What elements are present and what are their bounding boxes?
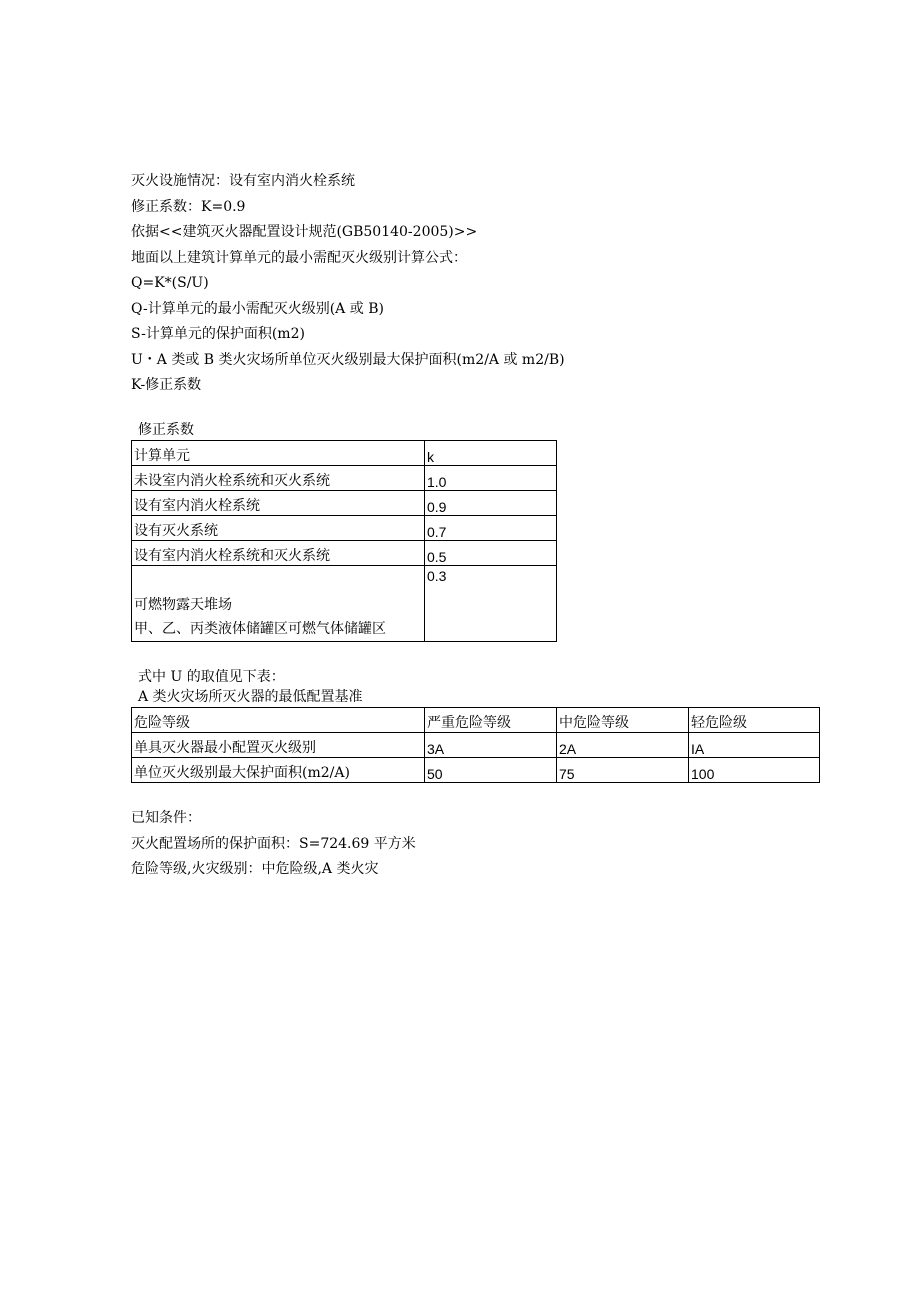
table-row <box>132 491 557 516</box>
table-cell: 0.5 <box>425 541 557 566</box>
table-cell: 单位灭火级别最大保护面积(m2/A) <box>132 758 425 783</box>
table-header-cell: 中危险等级 <box>557 708 689 733</box>
u-section <box>131 667 820 783</box>
table-cell: 75 <box>557 758 689 783</box>
intro-line: Q-计算单元的最小需配灭火级别(A 或 B) <box>131 300 384 317</box>
correction-table <box>131 440 557 642</box>
table-header-cell: k <box>425 441 557 466</box>
known-title: 已知条件： <box>131 810 201 826</box>
intro-section <box>131 169 565 399</box>
u-table <box>131 707 820 783</box>
table-row <box>132 541 557 566</box>
table-cell: 0.3 <box>425 566 557 642</box>
known-hazard: 危险等级,火灾级别：中危险级,A 类火灾 <box>131 861 379 877</box>
intro-line: Q=K*(S/U) <box>131 275 209 291</box>
table-cell: 1.0 <box>425 466 557 491</box>
table-cell-line: 甲、乙、丙类液体储罐区可燃气体储罐区 <box>134 621 386 637</box>
table-header-cell: 轻危险级 <box>689 708 820 733</box>
intro-line: K-修正系数 <box>131 377 202 393</box>
table-header-cell: 危险等级 <box>132 708 425 733</box>
intro-line: 灭火设施情况：设有室内消火栓系统 <box>131 173 355 189</box>
table-cell-line: 可燃物露天堆场 <box>134 597 232 613</box>
table-cell: 3A <box>425 733 557 758</box>
intro-line: 地面以上建筑计算单元的最小需配灭火级别计算公式： <box>131 249 467 266</box>
table-header-cell: 严重危险等级 <box>425 708 557 733</box>
intro-line: U・A 类或 B 类火灾场所单位灭火级别最大保护面积(m2/A 或 m2/B) <box>131 351 565 368</box>
table-cell: 50 <box>425 758 557 783</box>
correction-section <box>131 420 557 642</box>
table-row <box>132 516 557 541</box>
table-cell: 0.7 <box>425 516 557 541</box>
table-cell: 设有灭火系统 <box>132 516 425 541</box>
table-cell: 未设室内消火栓系统和灭火系统 <box>132 466 425 491</box>
table-cell: 2A <box>557 733 689 758</box>
table-cell: 0.9 <box>425 491 557 516</box>
u-table-intro: 式中 U 的取值见下表： <box>138 669 285 685</box>
table-cell <box>132 566 425 642</box>
intro-line: S-计算单元的保护面积(m2) <box>131 326 305 342</box>
table-row <box>132 758 820 783</box>
table-cell: IA <box>689 733 820 758</box>
known-area: 灭火配置场所的保护面积：S=724.69 平方米 <box>131 835 416 852</box>
known-section <box>131 806 416 883</box>
table-row <box>132 733 820 758</box>
intro-line: 依据<<建筑灭火器配置设计规范(GB50140-2005)>> <box>131 224 478 240</box>
table-cell: 单具灭火器最小配置灭火级别 <box>132 733 425 758</box>
table-header-row <box>132 441 557 466</box>
table-row <box>132 566 557 642</box>
u-table-caption: A 类火灾场所灭火器的最低配置基准 <box>138 689 363 705</box>
table-cell: 100 <box>689 758 820 783</box>
table-row <box>132 466 557 491</box>
correction-table-caption: 修正系数 <box>138 422 194 438</box>
table-header-cell: 计算单元 <box>132 441 425 466</box>
intro-line: 修正系数：K=0.9 <box>131 198 246 215</box>
table-cell: 设有室内消火栓系统和灭火系统 <box>132 541 425 566</box>
table-header-row <box>132 708 820 733</box>
table-cell: 设有室内消火栓系统 <box>132 491 425 516</box>
